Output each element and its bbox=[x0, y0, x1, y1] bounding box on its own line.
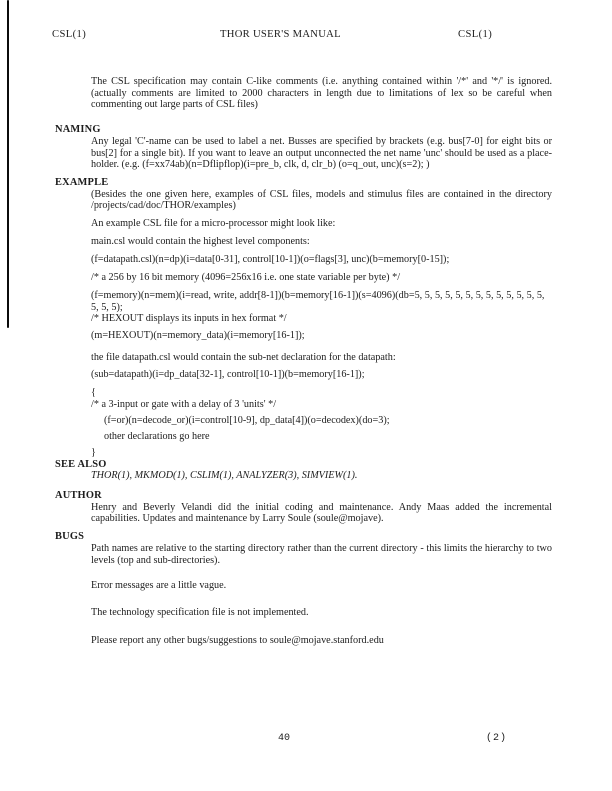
example-intro-paragraph: (Besides the one given here, examples of CSL files, models and stimulus files are contained in the directory /projects/cad/doc/THOR/examples) bbox=[91, 188, 552, 212]
footer-page-number: 40 bbox=[278, 733, 291, 744]
example-line-datapath-file: the file datapath.csl would contain the sub-net declaration for the datapath: bbox=[91, 351, 396, 363]
bugs-paragraph-paths: Path names are relative to the starting directory rather than the current directory - this limits the hierarchy to two levels (top and sub-directories). bbox=[91, 542, 552, 566]
section-heading-see-also: SEE ALSO bbox=[55, 458, 107, 470]
code-hexout-declaration: (m=HEXOUT)(n=memory_data)(i=memory[16-1]); bbox=[91, 329, 305, 341]
bugs-paragraph-technology: The technology specification file is not implemented. bbox=[91, 606, 309, 618]
code-datapath-declaration: (f=datapath.csl)(n=dp)(i=data[0-31], control[10-1])(o=flags[3], unc)(b=memory[0-15]); bbox=[91, 254, 450, 266]
bugs-paragraph-report: Please report any other bugs/suggestions to soule@mojave.stanford.edu bbox=[91, 634, 384, 646]
page-body bbox=[55, 76, 553, 646]
code-subnet-declaration: (sub=datapath)(i=dp_data[32-1], control[10-1])(b=memory[16-1]); bbox=[91, 369, 365, 381]
bugs-paragraph-errors: Error messages are a little vague. bbox=[91, 580, 227, 592]
code-memory-declaration: (f=memory)(n=mem)(i=read, write, addr[8-1])(b=memory[16-1])(s=4096)(db=5, 5, 5, 5, 5, 5, 5, 5, 5, 5, 5, 5, 5, 5, 5, 5); bbox=[91, 289, 545, 313]
code-comment-hexout: /* HEXOUT displays its inputs in hex format */ bbox=[91, 313, 287, 325]
code-or-gate-declaration: (f=or)(n=decode_or)(i=control[10-9], dp_data[4])(o=decodex)(do=3); bbox=[104, 415, 390, 427]
section-heading-naming: NAMING bbox=[55, 124, 101, 136]
intro-paragraph: The CSL specification may contain C-like comments (i.e. anything contained within '/*' and '*/' is ignored. (actually comments are limited to 2000 characters in length due to limitations of lex so be careful when commenting out large parts of CSL files) bbox=[91, 76, 552, 111]
section-heading-example: EXAMPLE bbox=[55, 176, 109, 188]
header-left: CSL(1) bbox=[52, 29, 87, 40]
example-line-example: An example CSL file for a micro-processor might look like: bbox=[91, 218, 336, 230]
header-right: CSL(1) bbox=[458, 29, 493, 40]
author-paragraph: Henry and Beverly Velandi did the initial coding and maintenance. Andy Maas added the incremental capabilities. Updates and maintenance by Larry Soule (soule@mojave). bbox=[91, 501, 552, 525]
footer-section-number: (2) bbox=[486, 733, 508, 744]
see-also-references: THOR(1), MKMOD(1), CSLIM(1), ANALYZER(3), SIMVIEW(1). bbox=[91, 470, 358, 482]
naming-paragraph: Any legal 'C'-name can be used to label a net. Busses are specified by brackets (e.g. bus[7-0] for eight bits or bus[2] for a single bit). If you want to leave an output unconnected the net name 'unc' should be used as a place-holder. (e.g. (f=xx74ab)(n=Dflipflop)(i=pre_b, clk, d, clr_b) (o=q_out, unc)(s=2); ) bbox=[91, 135, 552, 171]
example-line-other-declarations: other declarations go here bbox=[104, 431, 210, 443]
code-brace-open: { bbox=[91, 387, 96, 399]
example-line-main-csl: main.csl would contain the highest level components: bbox=[91, 235, 310, 247]
section-heading-author: AUTHOR bbox=[55, 489, 102, 501]
code-comment-memory: /* a 256 by 16 bit memory (4096=256x16 i.e. one state variable per byte) */ bbox=[91, 272, 401, 284]
scan-line-artifact bbox=[7, 0, 9, 328]
section-heading-bugs: BUGS bbox=[55, 531, 85, 543]
code-brace-close: } bbox=[91, 446, 96, 458]
header-title: THOR USER'S MANUAL bbox=[220, 29, 341, 40]
code-comment-or-gate: /* a 3-input or gate with a delay of 3 'units' */ bbox=[91, 398, 277, 410]
